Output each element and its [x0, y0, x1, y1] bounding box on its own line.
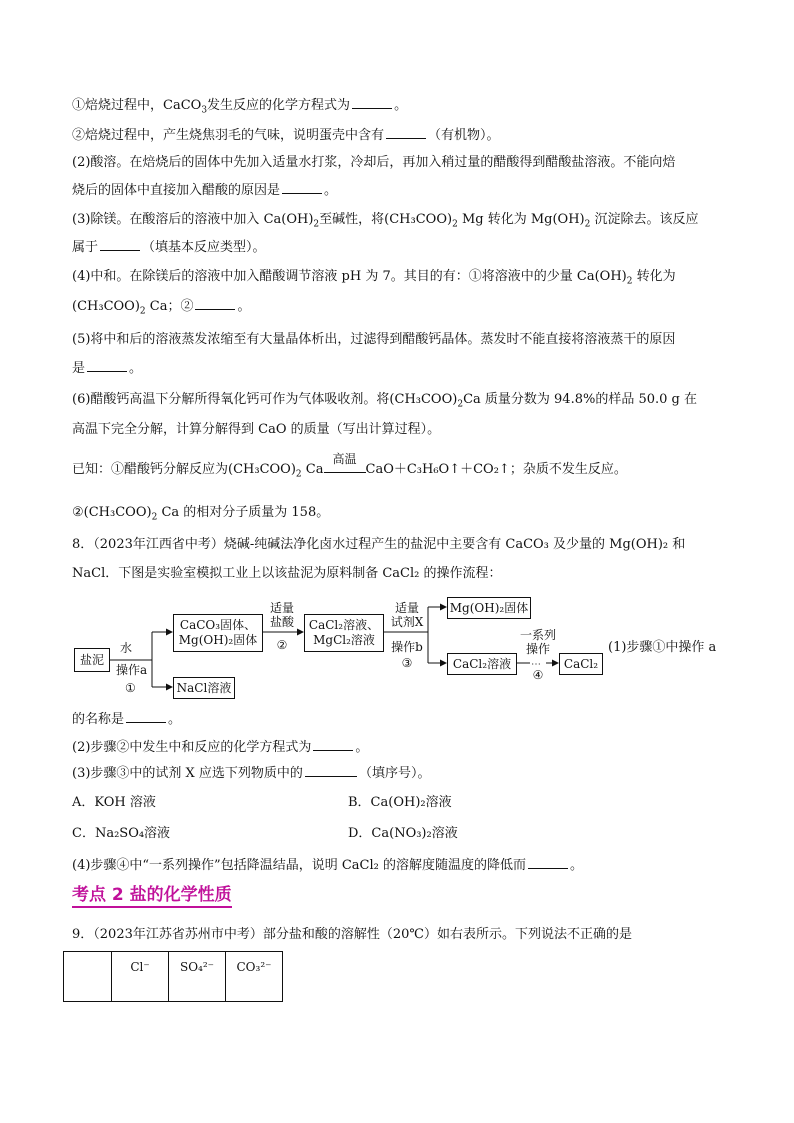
q7-item1: ①焙烧过程中，CaCO$_3$发生反应的化学方程式为 。 — [72, 98, 408, 116]
q8-part1: (1)步骤①中操作 a — [608, 640, 717, 655]
flow-label-op-b: 操作b — [391, 640, 423, 654]
option-c[interactable]: C．Na₂SO₄溶液 — [72, 826, 171, 841]
q8-part1-cont: 的名称是 。 — [72, 712, 182, 727]
q7-part2: (2)酸溶。在焙烧后的固体中先加入适量水打浆，冷却后，再加入稍过量的醋酸得到醋酸盐溶液。不能向焙 — [72, 155, 676, 170]
q7-part3: (3)除镁。在酸溶后的溶液中加入 $Ca(OH)_2$至碱性，将$(CH_3COO)_2$ Mg 转化为 $Mg(OH)_2$ 沉淀除去。该反应 — [72, 212, 699, 230]
reaction-condition: 高温 — [332, 452, 357, 466]
flow-box-mg-solid: Mg(OH)₂固体 — [447, 597, 531, 619]
q8-part2: (2)步骤②中发生中和反应的化学方程式为 。 — [72, 740, 369, 755]
table-header-cell: SO₄²⁻ — [169, 952, 226, 1002]
flow-label-op-a: 操作a — [116, 663, 148, 677]
q8-intro-cont: NaCl．下图是实验室模拟工业上以该盐泥为原料制备 CaCl₂ 的操作流程： — [72, 566, 502, 581]
q7-part6-cont: 高温下完全分解，计算分解得到 CaO 的质量（写出计算过程）。 — [72, 422, 441, 437]
flow-label-acid: 适量 盐酸 — [269, 601, 294, 629]
flow-label-series: 一系列 操作 — [519, 628, 556, 656]
solubility-table — [63, 951, 283, 1002]
table-row — [64, 952, 283, 1002]
q7-known1: 已知：①醋酸钙分解反应为$(CH_3COO)_2$ Ca 高温 CaO＋C₃H₆O↑＋CO₂↑；杂质不发生反应。 — [72, 460, 734, 485]
option-d[interactable]: D．Ca(NO₃)₂溶液 — [348, 826, 458, 841]
q7-item2: ②焙烧过程中，产生烧焦羽毛的气味，说明蛋壳中含有 （有机物）。 — [72, 128, 500, 143]
answer-blank[interactable] — [528, 856, 568, 869]
q7-part5: (5)将中和后的溶液蒸发浓缩至有大量晶体析出，过滤得到醋酸钙晶体。蒸发时不能直接将溶液蒸干的原因 — [72, 332, 676, 347]
flow-box-solids: CaCO₃固体、 Mg(OH)₂固体 — [173, 614, 263, 652]
q9-intro: 9．（2023年江苏省苏州市中考）部分盐和酸的溶解性（20℃）如右表所示。下列说法不正确的是 — [72, 927, 632, 942]
table-header-cell — [64, 952, 112, 1002]
flow-step-1: ① — [125, 681, 136, 695]
flow-step-2: ② — [276, 638, 288, 652]
flow-box-cacl2-solution: CaCl₂溶液 — [447, 653, 517, 675]
svg-text:⋯: ⋯ — [531, 659, 541, 670]
option-a[interactable]: A．KOH 溶液 — [72, 795, 156, 810]
flow-step-3: ③ — [401, 656, 413, 670]
flow-box-start: 盐泥 — [74, 648, 110, 672]
q8-part4: (4)步骤④中“一系列操作”包括降温结晶，说明 CaCl₂ 的溶解度随温度的降低而 。 — [72, 858, 584, 873]
q8-intro: 8．（2023年江西省中考）烧碱-纯碱法净化卤水过程产生的盐泥中主要含有 CaCO₃ 及少量的 Mg(OH)₂ 和 — [72, 537, 686, 552]
q7-part4: (4)中和。在除镁后的溶液中加入醋酸调节溶液 pH 为 7。其目的有：①将溶液中的少量 $Ca(OH)_2$ 转化为 — [72, 269, 676, 287]
table-header-cell: Cl⁻ — [112, 952, 169, 1002]
option-b[interactable]: B．Ca(OH)₂溶液 — [348, 795, 452, 810]
flow-box-product: CaCl₂ — [559, 653, 603, 675]
answer-blank[interactable] — [313, 738, 353, 751]
q8-part3: (3)步骤③中的试剂 X 应选下列物质中的 （填序号）。 — [72, 766, 431, 781]
table-header-cell: CO₃²⁻ — [226, 952, 283, 1002]
answer-blank[interactable] — [126, 710, 166, 723]
flow-box-nacl: NaCl溶液 — [173, 677, 235, 699]
q7-part5-cont: 是 。 — [72, 361, 143, 376]
q7-part4-cont: $(CH_3COO)_2$ Ca；② 。 — [72, 299, 251, 317]
q7-part2-cont: 烧后的固体中直接加入醋酸的原因是 。 — [72, 183, 338, 198]
flow-box-chlorides: CaCl₂溶液、 MgCl₂溶液 — [304, 614, 384, 652]
flow-step-4: ④ — [532, 668, 544, 682]
answer-blank[interactable] — [305, 764, 357, 777]
flow-label-water: 水 — [120, 641, 133, 655]
section-heading: 考点 2 盐的化学性质 — [72, 884, 232, 908]
q7-part6: (6)醋酸钙高温下分解所得氧化钙可作为气体吸收剂。将$(CH_3COO)_2Ca$ 质量分数为 94.8%的样品 50.0 g 在 — [72, 392, 697, 410]
flow-label-reagent: 适量 试剂X — [390, 601, 424, 629]
q7-part3-cont: 属于 （填基本反应类型）。 — [72, 240, 266, 255]
q7-known2: $②(CH_3COO)_2$ Ca 的相对分子质量为 158。 — [72, 505, 330, 523]
